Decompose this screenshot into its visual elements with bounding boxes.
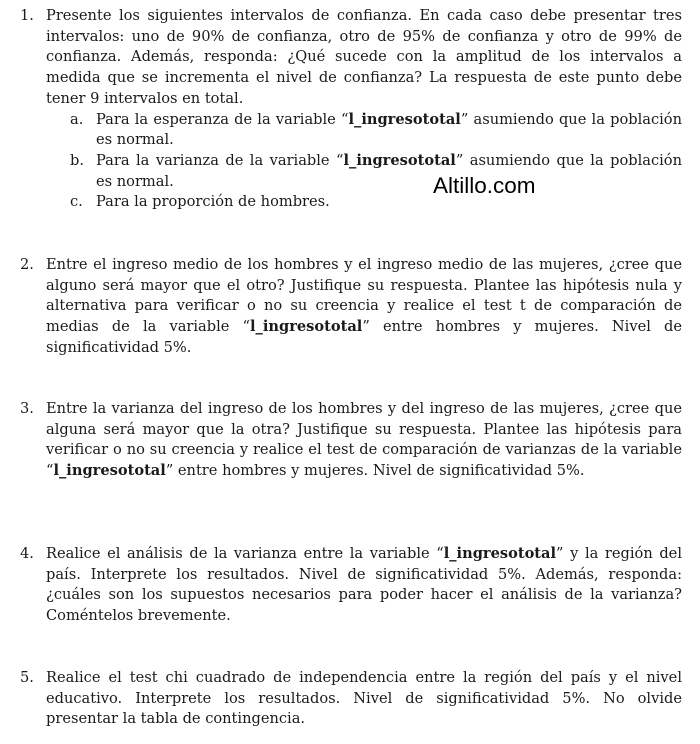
variable-name: l_ingresototal — [348, 110, 461, 128]
watermark: Altillo.com — [433, 173, 536, 198]
subitem-text: Para la varianza de la variable “ — [96, 151, 344, 169]
subitem-text: Para la proporción de hombres. — [96, 193, 330, 211]
question-text: Presente los siguientes intervalos de confianza. En cada caso debe presentar tres intervalos: uno de 90% de confianza, otro de 95% de confianza y otro de 99% de confianza. Además, responda: ¿Qué sucede con la amplitud de los intervalos a medida que se incrementa el nivel de confianza? La respuesta de este punto debe tener 9 intervalos en total. — [46, 7, 682, 107]
question-text-end: ” entre hombres y mujeres. Nivel de significatividad 5%. — [165, 462, 585, 480]
variable-name: l_ingresototal — [250, 318, 363, 336]
question-number: 5. — [20, 669, 34, 686]
question-4 — [20, 544, 682, 627]
subitem-letter: c. — [70, 193, 83, 211]
variable-name: l_ingresototal — [443, 545, 557, 562]
question-1 — [20, 6, 682, 213]
subitem-text-end: ” asumiendo que la población es normal. — [96, 110, 682, 149]
question-3 — [20, 399, 682, 482]
subitem-text: Para la esperanza de la variable “ — [96, 110, 349, 128]
question-text-end: ” y la región del país. Interprete los resultados. Nivel de significatividad 5%. Además, responda: ¿cuáles son los supuestos necesarios para poder hacer el análisis de la varianza? Coméntelos brevemente. — [46, 545, 682, 625]
variable-name: l_ingresototal — [343, 151, 456, 169]
subitem-a — [70, 110, 682, 151]
subitem-text-end: ” asumiendo que la población es normal. — [96, 151, 682, 190]
variable-name: l_ingresototal — [53, 462, 166, 480]
question-text: Realice el test chi cuadrado de independencia entre la región del país y el nivel educativo. Interprete los resultados. Nivel de significatividad 5%. No olvide presentar la tabla de contingencia. — [46, 669, 682, 728]
subitem-b — [70, 151, 682, 192]
question-text-end: ” entre hombres y mujeres. Nivel de significatividad 5%. — [46, 318, 682, 356]
subitem-letter: a. — [70, 110, 84, 128]
question-number: 4. — [20, 545, 34, 562]
subitem-c — [70, 192, 682, 213]
subitem-letter: b. — [70, 151, 84, 169]
question-text — [46, 255, 682, 359]
question-text-start: Entre la varianza del ingreso de los hombres y del ingreso de las mujeres, ¿cree que alguna será mayor que la otra? Justifique su respuesta. Plantee las hipótesis para verificar o no su creencia y realice el test de comparación de varianzas de la variable “ — [46, 400, 682, 480]
question-text — [46, 544, 682, 627]
question-text-start: Entre el ingreso medio de los hombres y el ingreso medio de las mujeres, ¿cree que alguno será mayor que el otro? Justifique su respuesta. Plantee las hipótesis nula y alternativa para verificar o no su creencia y realice el test t de comparación de medias de la variable “ — [46, 256, 682, 336]
question-number: 3. — [20, 400, 34, 417]
question-2 — [20, 255, 682, 359]
question-number: 1. — [20, 7, 34, 24]
question-text — [46, 399, 682, 482]
question-5 — [20, 668, 682, 730]
question-text-start: Realice el análisis de la varianza entre la variable “ — [46, 545, 444, 562]
question-number: 2. — [20, 256, 34, 273]
